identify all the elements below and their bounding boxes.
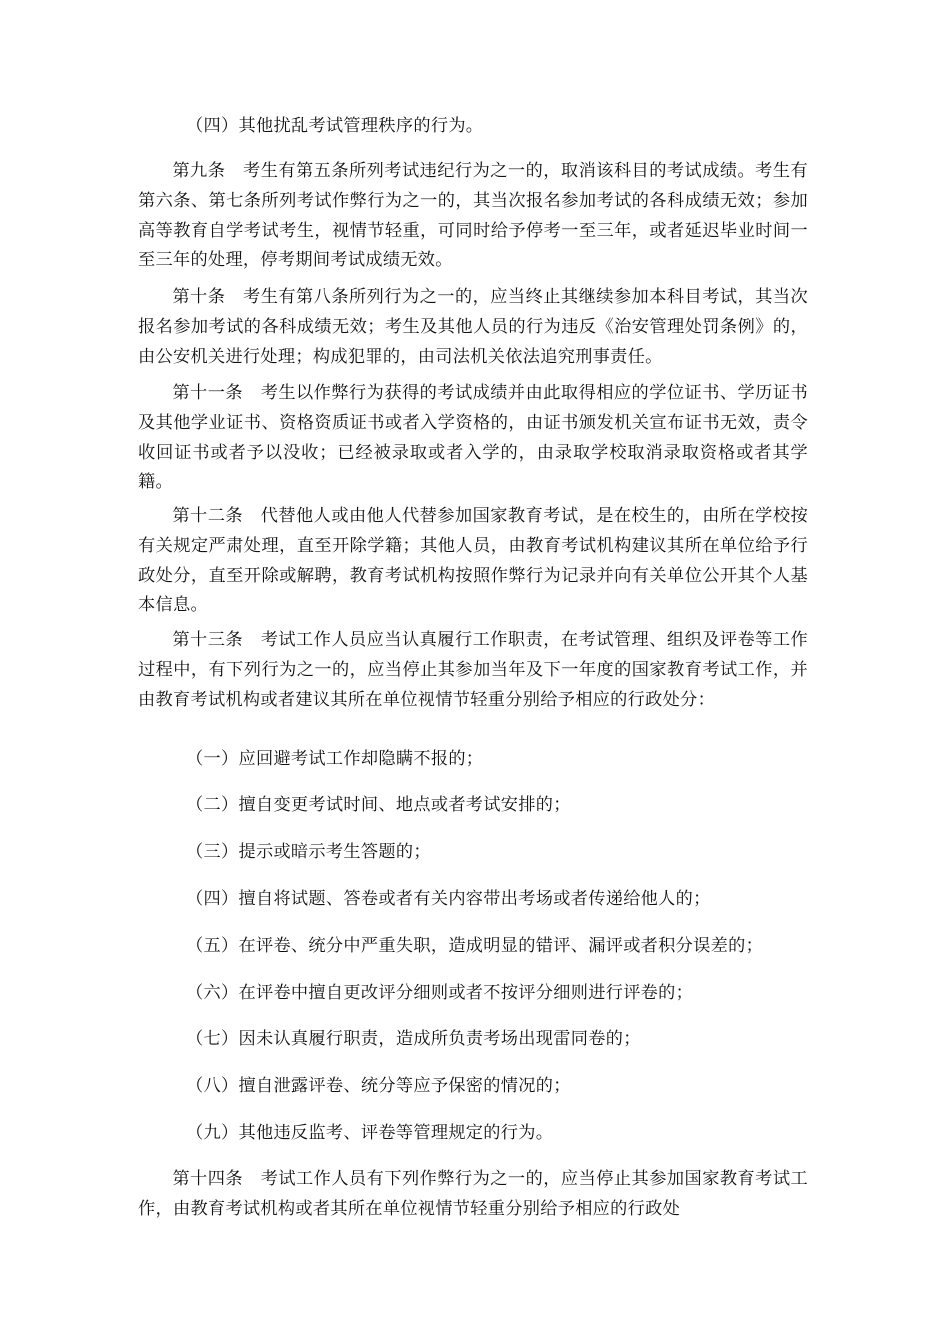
list-item-5: （五）在评卷、统分中严重失职，造成明显的错评、漏评或者积分误差的；	[186, 936, 764, 956]
article-9: 第九条 考生有第五条所列考试违纪行为之一的，取消该科目的考试成绩。考生有第六条、第七条所列考试作弊行为之一的，其当次报名参加考试的各科成绩无效；参加高等教育自学考试考生，视情节轻重，可同时给予停考一至三年，或者延迟毕业时间一至三年的处理，停考期间考试成绩无效。	[138, 161, 808, 271]
article-10: 第十条 考生有第八条所列行为之一的，应当终止其继续参加本科目考试，其当次报名参加考试的各科成绩无效；考生及其他人员的行为违反《治安管理处罚条例》的，由公安机关进行处理；构成犯罪的，由司法机关依法追究刑事责任。	[138, 287, 808, 367]
list-item-3: （三）提示或暗示考生答题的；	[186, 842, 431, 862]
list-item-9: （九）其他违反监考、评卷等管理规定的行为。	[186, 1123, 554, 1143]
list-item-8: （八）擅自泄露评卷、统分等应予保密的情况的；	[186, 1076, 571, 1096]
article-14: 第十四条 考试工作人员有下列作弊行为之一的，应当停止其参加国家教育考试工作，由教育考试机构或者其所在单位视情节轻重分别给予相应的行政处	[138, 1169, 808, 1219]
list-item-6: （六）在评卷中擅自更改评分细则或者不按评分细则进行评卷的；	[186, 983, 694, 1003]
clause-item-4: （四）其他扰乱考试管理秩序的行为。	[186, 116, 484, 136]
list-item-7: （七）因未认真履行职责，造成所负责考场出现雷同卷的；	[186, 1029, 641, 1049]
list-item-2: （二）擅自变更考试时间、地点或者考试安排的；	[186, 795, 571, 815]
list-item-4: （四）擅自将试题、答卷或者有关内容带出考场或者传递给他人的；	[186, 889, 711, 909]
article-11: 第十一条 考生以作弊行为获得的考试成绩并由此取得相应的学位证书、学历证书及其他学业证书、资格资质证书或者入学资格的，由证书颁发机关宣布证书无效，责令收回证书或者予以没收；已经被录取或者入学的，由录取学校取消录取资格或者其学籍。	[138, 383, 808, 493]
list-item-1: （一）应回避考试工作却隐瞒不报的；	[186, 749, 484, 769]
article-13: 第十三条 考试工作人员应当认真履行工作职责，在考试管理、组织及评卷等工作过程中，有下列行为之一的，应当停止其参加当年及下一年度的国家教育考试工作，并由教育考试机构或者建议其所在单位视情节轻重分别给予相应的行政处分：	[138, 630, 808, 710]
article-12: 第十二条 代替他人或由他人代替参加国家教育考试，是在校生的，由所在学校按有关规定严肃处理，直至开除学籍；其他人员，由教育考试机构建议其所在单位给予行政处分，直至开除或解聘，教育考试机构按照作弊行为记录并向有关单位公开其个人基本信息。	[138, 506, 808, 616]
